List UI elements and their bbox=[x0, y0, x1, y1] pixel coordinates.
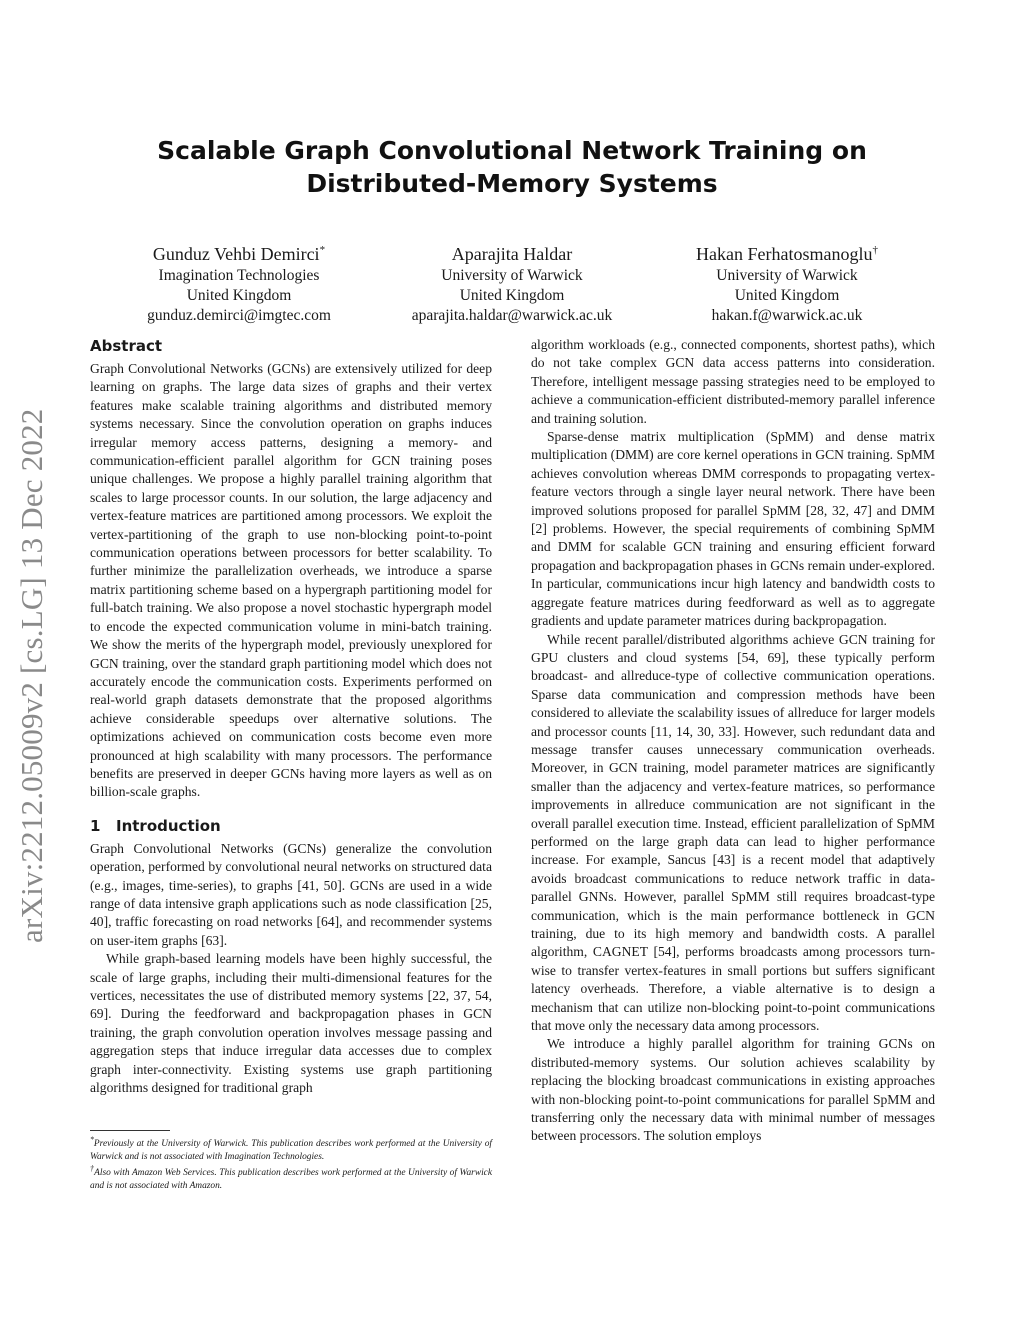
author-email: hakan.f@warwick.ac.uk bbox=[711, 307, 863, 324]
intro-paragraph-2: While graph-based learning models have been highly successful, the scale of large graphs, including their multi-dimensional features for the vertices, necessitates the use of distributed memory systems [22, 37, 54, 69]. During the feedforward and backpropagation phases in GCN training, the graph convolution operation involves message passing and aggregation steps that induce irregular data accesses due to complex graph inter-connectivity. Existing systems use graph partitioning algorithms designed for traditional graph bbox=[90, 951, 492, 1096]
section-title: Introduction bbox=[116, 816, 221, 835]
paper-title bbox=[0, 134, 1024, 200]
left-column bbox=[90, 336, 492, 1097]
title-line-2: Distributed-Memory Systems bbox=[306, 169, 718, 198]
footnote-mark: † bbox=[90, 1164, 95, 1174]
footnote-text: Previously at the University of Warwick. This publication describes work performed at the University of Warwick and is not associated with Imagination Technologies. bbox=[90, 1139, 492, 1162]
intro-paragraph-4: Sparse-dense matrix multiplication (SpMM) and dense matrix multiplication (DMM) are core kernel operations in GCN training. SpMM achieves convolution whereas DMM corresponds to propagating vertex-feature vectors through a single layer neural network. There have been improved solutions proposed for parallel SpMM [28, 32, 47] and DMM [2] problems. However, the special requirements of combining SpMM and DMM for scalable GCN training and ensuring efficient forward propagation and backpropagation phases in GCNs remain under-explored. In particular, communications incur high latency and bandwidth costs to aggregate feature matrices during feedforward as well as to aggregate gradients and update parameter matrices during backpropagation. bbox=[531, 429, 935, 629]
author-country: United Kingdom bbox=[186, 287, 292, 304]
author-name: Gunduz Vehbi Demirci bbox=[152, 244, 320, 264]
author-email: gunduz.demirci@imgtec.com bbox=[147, 307, 331, 324]
author-name: Aparajita Haldar bbox=[451, 244, 573, 264]
abstract-text: Graph Convolutional Networks (GCNs) are extensively utilized for deep learning on graphs. The large data sizes of graphs and their vertex features make scalable training algorithms and distributed memory systems necessary. Since the convolution operation on graphs induces irregular memory access patterns, designing a memory- and communication-efficient parallel algorithm for GCN training poses unique challenges. We propose a highly parallel training algorithm that scales to large processor counts. In our solution, the large adjacency and vertex-feature matrices are partitioned among processors. We exploit the vertex-partitioning of the graph to use non-blocking point-to-point communication operations between processors for better scalability. To further minimize the parallelization overheads, we introduce a sparse matrix partitioning scheme based on a hypergraph partitioning model for full-batch training. We also propose a novel stochastic hypergraph model to encode the expected communication volume in mini-batch training. We show the merits of the hypergraph model, previously unexplored for GCN training, over the standard graph partitioning model which does not accurately encode the communication costs. Experiments performed on real-world graph datasets demonstrate that the proposed algorithms achieve considerable speedups over alternative solutions. The optimizations achieved on communication costs become even more pronounced at high scalability with many processors. The performance benefits are preserved in deeper GCNs having more layers as well as on billion-scale graphs. bbox=[90, 361, 492, 800]
author-1 bbox=[89, 238, 389, 326]
footnote-mark: * bbox=[90, 1135, 94, 1144]
footnote-rule bbox=[90, 1130, 170, 1131]
section-number: 1 bbox=[90, 816, 101, 835]
title-line-1: Scalable Graph Convolutional Network Training on bbox=[157, 136, 867, 165]
intro-paragraph-3: algorithm workloads (e.g., connected components, shortest paths), which do not take complex GCN data access patterns into consideration. Therefore, intelligent message passing strategies need to be employed to achieve a communication-efficient distributed-memory parallel inference and training solution. bbox=[531, 337, 935, 426]
author-email: aparajita.haldar@warwick.ac.uk bbox=[411, 307, 613, 324]
footnotes bbox=[90, 1130, 492, 1193]
arxiv-stamp: arXiv:2212.05009v2 [cs.LG] 13 Dec 2022 bbox=[14, 408, 49, 943]
intro-paragraph-5: While recent parallel/distributed algorithms achieve GCN training for GPU clusters and cloud systems [54, 69], these typically perform broadcast- and allreduce-type of collective communication operations. Sparse data communication and compression methods have been considered to alleviate the scalability issues of allreduce for larger models and processor counts [11, 14, 30, 33]. However, such redundant data and message transfer causes unnecessary communication overheads. Moreover, in GCN training, model parameter matrices are significantly smaller than the adjacency and vertex-feature matrices, so performance improvements in allreduce communication are not significant in the overall parallel execution time. Instead, efficient parallelization of SpMM performed on the large graph data can lead to higher performance increase. For example, Sancus [43] is a recent model that adaptively avoids broadcast communications to reduce network traffic in data-parallel GNNs. However, parallel SpMM still requires broadcast-type communication, which is the main performance bottleneck in GCN training, due to its high memory and bandwidth costs. A parallel algorithm, CAGNET [54], performs broadcasts among processors turn-wise to transfer vertex-features in small portions but suffers significant latency overheads. Therefore, a viable alternative is to design a mechanism that can utilize non-blocking point-to-point communications that move only the necessary data among processors. bbox=[531, 631, 935, 1034]
author-mark: * bbox=[319, 244, 326, 256]
author-3 bbox=[637, 238, 937, 326]
author-mark: † bbox=[872, 244, 878, 256]
author-affiliation: University of Warwick bbox=[441, 267, 583, 284]
footnote-2 bbox=[90, 1163, 492, 1192]
introduction-heading bbox=[90, 816, 492, 836]
author-block bbox=[0, 238, 1024, 328]
author-affiliation: University of Warwick bbox=[716, 267, 858, 284]
footnote-text: Also with Amazon Web Services. This publication describes work performed at the University of Warwick and is not associated with Amazon. bbox=[90, 1168, 493, 1192]
author-country: United Kingdom bbox=[459, 287, 565, 304]
author-affiliation: Imagination Technologies bbox=[158, 267, 320, 284]
intro-paragraph-1: Graph Convolutional Networks (GCNs) generalize the convolution operation, performed by convolutional neural networks on structured data (e.g., images, time-series), to graphs [41, 50]. GCNs are used in a wide range of data intensive graph applications such as node classification [25, 40], traffic forecasting on road networks [64], and recommender systems on user-item graphs [63]. bbox=[90, 840, 492, 948]
intro-paragraph-6: We introduce a highly parallel algorithm for training GCNs on distributed-memory systems. Our solution achieves scalability by replacing the blocking broadcast communications in existing approaches with non-blocking point-to-point communications for parallel SpMM and transferring only the necessary data with minimal number of messages between processors. The solution employs bbox=[531, 1036, 935, 1144]
abstract-heading: Abstract bbox=[90, 337, 163, 355]
author-2 bbox=[362, 238, 662, 326]
author-name: Hakan Ferhatosmanoglu bbox=[696, 244, 873, 264]
author-country: United Kingdom bbox=[734, 287, 840, 304]
right-column bbox=[531, 336, 935, 1146]
footnote-1 bbox=[90, 1134, 492, 1163]
